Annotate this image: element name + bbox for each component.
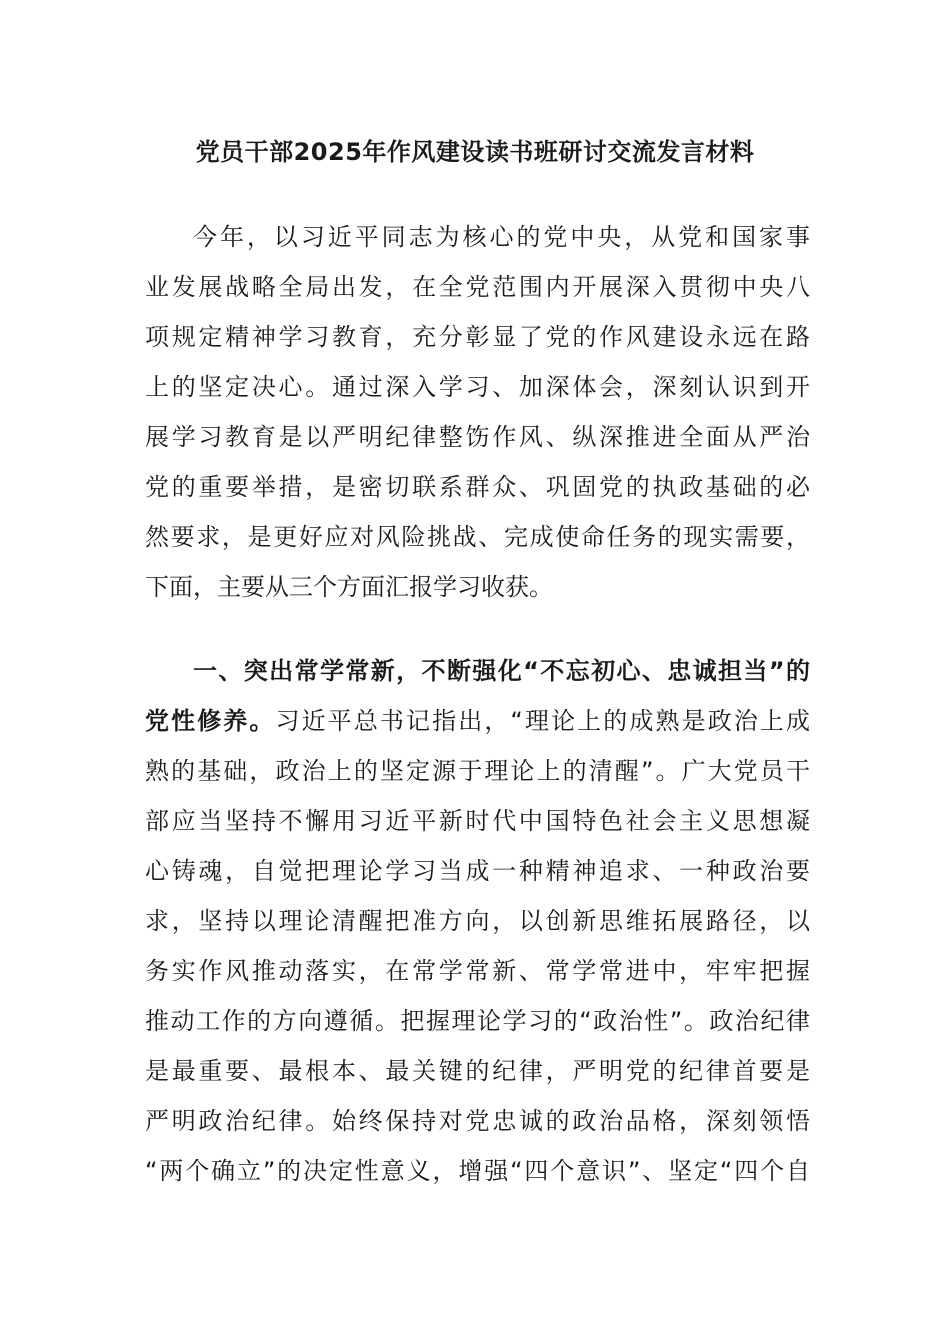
text-line: 展学习教育是以严明纪律整饬作风、纵深推进全面从严治 (145, 423, 810, 451)
text-line: 部应当坚持不懈用习近平新时代中国特色社会主义思想凝 (145, 807, 810, 835)
text-line: 然要求，是更好应对风险挑战、完成使命任务的现实需要， (145, 523, 810, 551)
text-line-rest: 习近平总书记指出，“理论上的成熟是政治上成 (275, 707, 810, 735)
section-one-paragraph (145, 646, 810, 1196)
text-line: 上的坚定决心。通过深入学习、加深体会，深刻认识到开 (145, 373, 810, 401)
text-line: 严明政治纪律。始终保持对党忠诚的政治品格，深刻领悟 (145, 1107, 810, 1135)
text-line: 业发展战略全局出发，在全党范围内开展深入贯彻中央八 (145, 273, 810, 301)
text-line: 今年，以习近平同志为核心的党中央，从党和国家事 (193, 223, 810, 251)
text-line: 推动工作的方向遵循。把握理论学习的“政治性”。政治纪律 (145, 1007, 810, 1035)
section-heading-line: 一、突出常学常新，不断强化“不忘初心、忠诚担当”的 (193, 657, 810, 685)
text-line (145, 696, 810, 746)
text-line: 是最重要、最根本、最关键的纪律，严明党的纪律首要是 (145, 1057, 810, 1085)
text-line: “两个确立”的决定性意义，增强“四个意识”、坚定“四个自 (145, 1157, 810, 1185)
text-line: 心铸魂，自觉把理论学习当成一种精神追求、一种政治要 (145, 857, 810, 885)
text-line: 求，坚持以理论清醒把准方向，以创新思维拓展路径，以 (145, 907, 810, 935)
intro-paragraph (145, 212, 810, 612)
text-line: 熟的基础，政治上的坚定源于理论上的清醒”。广大党员干 (145, 757, 810, 785)
section-heading-tail: 党性修养。 (145, 707, 276, 735)
text-line: 下面，主要从三个方面汇报学习收获。 (145, 573, 553, 601)
text-line: 项规定精神学习教育，充分彰显了党的作风建设永远在路 (145, 323, 810, 351)
document-title: 党员干部2025年作风建设读书班研讨交流发言材料 (195, 138, 755, 166)
text-line: 务实作风推动落实，在常学常新、常学常进中，牢牢把握 (145, 957, 810, 985)
text-line: 党的重要举措，是密切联系群众、巩固党的执政基础的必 (145, 473, 810, 501)
